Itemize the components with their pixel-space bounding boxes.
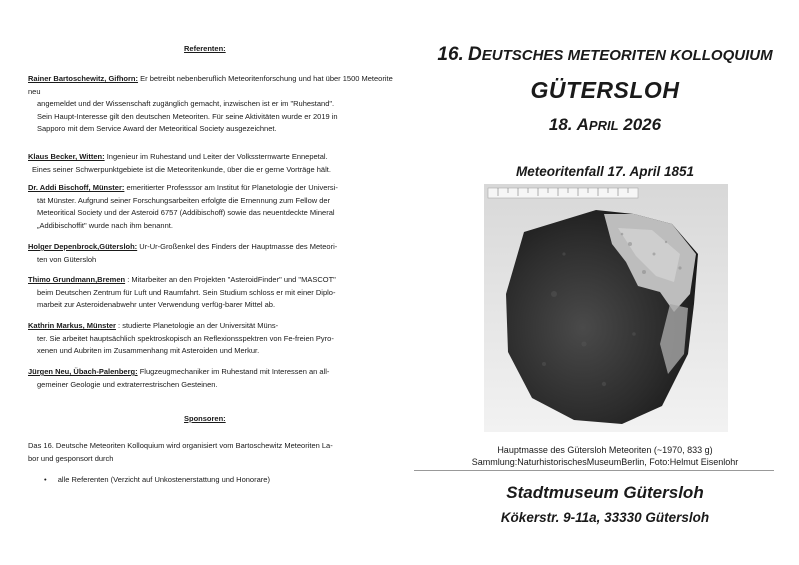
divider [414, 470, 774, 471]
referent-name: Klaus Becker, Witten: [28, 152, 105, 161]
referent-becker: Klaus Becker, Witten: Ingenieur im Ruhestand und Leiter der Volkssternwarte Ennepetal. Eines seiner Schwerpunktgebiete ist die Meteoritenkunde, über die er gerne Vorträge hält. [28, 152, 331, 174]
meteorite-image [484, 184, 728, 432]
referent-name: Dr. Addi Bischoff, Münster: [28, 183, 125, 192]
referent-name: Thimo Grundmann,Bremen [28, 275, 126, 284]
venue-address: Kökerstr. 9-11a, 33330 Gütersloh [500, 510, 710, 525]
photo-caption: Hauptmasse des Gütersloh Meteoriten (~1970, 833 g) [497, 445, 713, 455]
referent-grundmann: Thimo Grundmann,Bremen : Mitarbeiter an den Projekten "AsteroidFinder" und "MASCOT" beim Deutschen Zentrum für Luft und Raumfahrt. Sein Studium schloss er mit einer Diplo- marbeit zur Asteroidenabwehr unter Verwendung verfüg-barer Mittel ab. [28, 275, 336, 310]
referent-bischoff: Dr. Addi Bischoff, Münster: emeritierter Professsor am Institut für Planetologie der Universi- tät Münster. Aufgrund seiner Forschungsarbeiten erfolgte die Ernennung zum Fellow der Meteoritical Society und der Asteroid 6757 (Addibischoff) sowie das neuentdeckte Mineral „Addibischoffit" wurde nach ihm benannt. [28, 183, 338, 230]
event-date: 18. APRIL 2026 [548, 115, 662, 134]
sponsors-text: Das 16. Deutsche Meteoriten Kolloquium wird organisiert vom Bartoschewitz Meteoriten La- bor und gesponsort durch [28, 441, 333, 463]
bullet-icon: • [44, 475, 47, 484]
referents-heading: Referenten: [184, 44, 226, 53]
referent-name: Jürgen Neu, Übach-Palenberg: [28, 367, 138, 376]
photo-credit: Sammlung:NaturhistorischesMuseumBerlin, Foto:Helmut Eisenlohr [471, 457, 739, 467]
referent-neu: Jürgen Neu, Übach-Palenberg: Flugzeugmechaniker im Ruhestand mit Interessen an all- gemeiner Geologie und extraterrestrischen Gesteinen. [28, 367, 330, 389]
venue-name: Stadtmuseum Gütersloh [506, 483, 704, 502]
referent-name: Holger Depenbrock,Gütersloh: [28, 242, 138, 251]
referent-name: Kathrin Markus, Münster [28, 321, 116, 330]
sponsor-list-item: • alle Referenten (Verzicht auf Unkostenerstattung und Honorare) [44, 475, 270, 484]
referent-markus: Kathrin Markus, Münster : studierte Planetologie an der Universität Müns- ter. Sie arbeitet hauptsächlich spektroskopisch an Reflexionsspektren von Fe-freien Pyro- xenen und Aubriten im Zusammenhang mit Asteroiden und Merkur. [28, 321, 334, 356]
sponsors-heading: Sponsoren: [184, 414, 226, 423]
referent-bartoschewitz: Rainer Bartoschewitz, Gifhorn: Er betreibt nebenberuflich Meteoritenforschung und hat über 1500 Meteorite neu angemeldet und der Wissenschaft zugänglich gemacht, inzwischen ist er im "Ruhestand". Sein Haupt-Interesse gilt den deutschen Meteoriten. Für seine Aktivitäten wurde er 2019 in Sapporo mit dem Service Award der Meteoritical Society ausgezeichnet. [28, 74, 393, 134]
meteorite-fall-heading: Meteoritenfall 17. April 1851 [515, 164, 695, 179]
referent-name: Rainer Bartoschewitz, Gifhorn: [28, 74, 139, 83]
scale-ruler [488, 188, 638, 198]
referent-depenbrock: Holger Depenbrock,Gütersloh: Ur-Ur-Großenkel des Finders der Hauptmasse des Meteori- ten von Gütersloh [28, 242, 338, 264]
city-title: GÜTERSLOH [530, 77, 680, 103]
event-title: 16. DEUTSCHES METEORITEN KOLLOQUIUM [437, 44, 773, 65]
meteorite-photo [484, 184, 728, 432]
